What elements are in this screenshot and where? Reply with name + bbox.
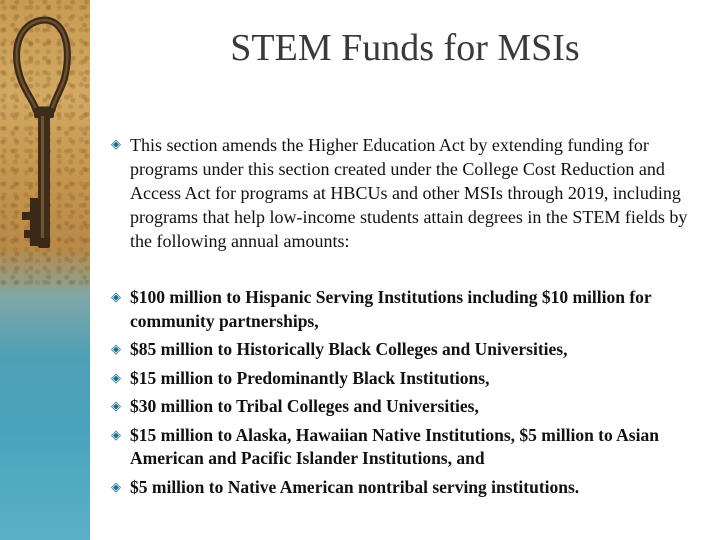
funding-item-text: $30 million to Tribal Colleges and Universities, (130, 396, 479, 416)
funding-item (108, 286, 708, 333)
diamond-bullet-icon: ◈ (111, 290, 121, 305)
funding-item-text: $5 million to Native American nontribal serving institutions. (130, 476, 580, 497)
diamond-bullet-icon: ◈ (111, 137, 121, 152)
slide-title: STEM Funds for MSIs (230, 27, 580, 69)
old-key-image (0, 0, 90, 290)
diamond-bullet-icon: ◈ (111, 479, 121, 495)
diamond-bullet-icon: ◈ (111, 370, 121, 386)
funding-item (108, 476, 708, 500)
funding-item-text: $15 million to Alaska, Hawaiian Native Institutions, $5 million to Asian American and Pacific Islander Institutions, and (130, 424, 659, 468)
funding-item-text: $15 million to Predominantly Black Institutions, (130, 367, 490, 388)
diamond-bullet-icon: ◈ (111, 342, 121, 357)
intro-bullet (108, 133, 708, 253)
funding-item (108, 424, 708, 471)
funding-item-text: $85 million to Historically Black Colleges and Universities, (130, 339, 568, 359)
diamond-bullet-icon: ◈ (111, 427, 121, 443)
funding-item (108, 395, 708, 419)
funding-item-text: $100 million to Hispanic Serving Institutions including $10 million for community partnerships, (130, 287, 652, 331)
funding-amounts-list (108, 286, 708, 504)
funding-item (108, 338, 708, 362)
diamond-bullet-icon: ◈ (111, 399, 121, 414)
intro-bullet-list (108, 133, 708, 253)
intro-text: This section amends the Higher Education Act by extending funding for programs under this section created under the College Cost Reduction and Access Act for programs at HBCUs and other MSIs through 2019, including programs that help low-income students attain degrees in the STEM fields by the following annual amounts: (130, 135, 688, 251)
funding-item (108, 367, 708, 391)
